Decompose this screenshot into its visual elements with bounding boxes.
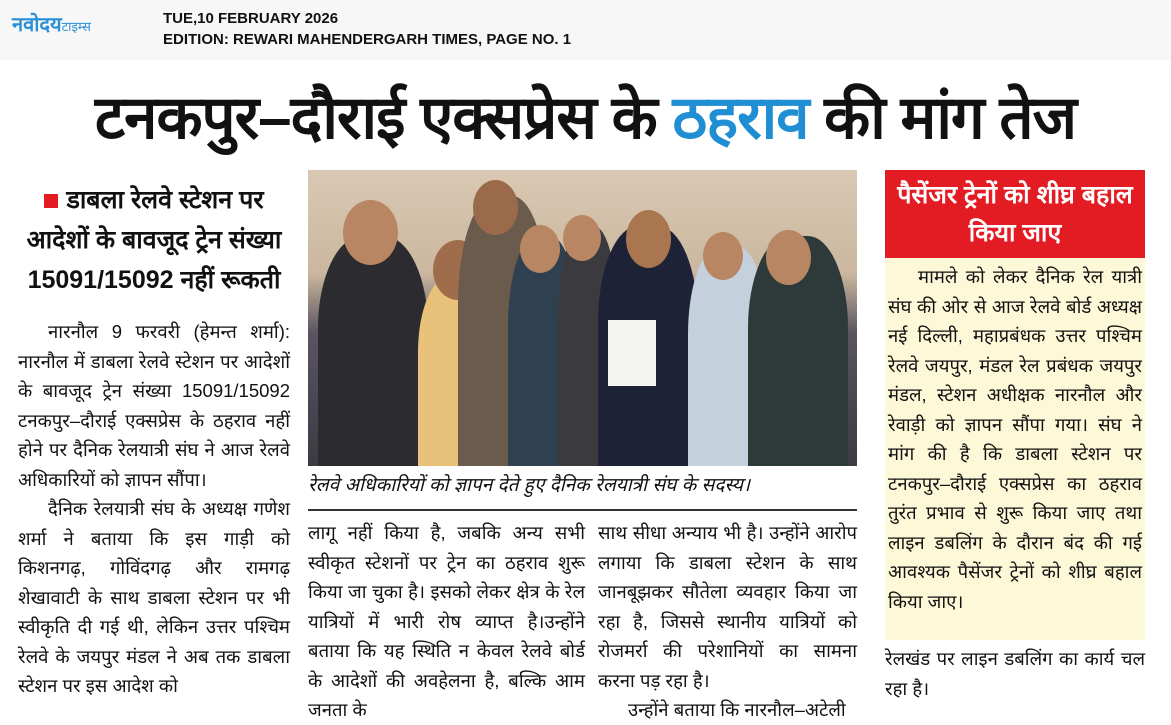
article-column-1 [18, 317, 290, 701]
headline-part2: की मांग तेज [808, 84, 1077, 151]
paragraph: साथ सीधा अन्याय भी है। उन्होंने आरोप लगाया कि डाबला स्टेशन के साथ जानबूझकर सौतेला व्यवहार किया जा रहा है, जिससे स्थानीय यात्रियों को रोजमर्रा की परेशानियों का सामना करना पड़ रहा है। [598, 522, 857, 691]
paragraph: नारनौल 9 फरवरी (हेमन्त शर्मा): नारनौल में डाबला रेलवे स्टेशन पर आदेशों के बावजूद ट्रेन संख्या 15091/15092 टनकपुर–दौराई एक्सप्रेस के ठहराव नहीं होने पर दैनिक रेलयात्री संघ ने आज रेलवे अधिकारियों को ज्ञापन सौंपा। [18, 321, 290, 490]
headline-part1: टनकपुर–दौराई एक्सप्रेस के [94, 84, 673, 151]
logo-text: नवोदय [12, 14, 62, 36]
edition-meta [163, 8, 571, 50]
article-column-2 [308, 518, 585, 725]
paragraph: दैनिक रेलयात्री संघ के अध्यक्ष गणेश शर्मा ने बताया कि इस गाड़ी को किशनगढ़, गोविंदगढ़ और रामगढ़ शेखावाटी के साथ डाबला स्टेशन पर भी स्वीकृति दी गई थी, लेकिन उत्तर पश्चिम रेलवे के जयपुर मंडल ने अब तक डाबला स्टेशन पर इस आदेश को [18, 498, 290, 696]
edition-date: TUE,10 FEBRUARY 2026 [163, 10, 339, 27]
newspaper-logo [12, 10, 91, 37]
photo-caption: रेलवे अधिकारियों को ज्ञापन देते हुए दैनिक रेलयात्री संघ के सदस्य। [308, 475, 751, 496]
sidebar-heading: पैसेंजर ट्रेनों को शीघ्र बहाल किया जाए [885, 170, 1145, 258]
news-photo [308, 170, 857, 466]
paragraph: मामले को लेकर दैनिक रेल यात्री संघ की ओर से आज रेलवे बोर्ड अध्यक्ष नई दिल्ली, महाप्रबंधक उत्तर पश्चिम रेलवे जयपुर, मंडल रेल प्रबंधक जयपुर मंडल, स्टेशन अधीक्षक नारनौल और रेवाड़ी को ज्ञापन सौंपा गया। संघ ने मांग की है कि डाबला स्टेशन पर टनकपुर–दौराई एक्सप्रेस का ठहराव तुरंत प्रभाव से शुरू किया जाए तथा लाइन डबलिंग के दौरान बंद की गई आवश्यक पैसेंजर ट्रेनों को शीघ्र बहाल किया जाए। [888, 266, 1142, 612]
subheadline-text: डाबला रेलवे स्टेशन पर आदेशों के बावजूद ट्रेन संख्या 15091/15092 नहीं रूकती [26, 186, 282, 294]
edition-header [0, 0, 1171, 60]
paragraph: लागू नहीं किया है, जबकि अन्य सभी स्वीकृत स्टेशनों पर ट्रेन का ठहराव शुरू किया जा चुका है। इसको लेकर क्षेत्र के रेल यात्रियों में भारी रोष व्याप्त है।उन्होंने बताया कि यह स्थिति न केवल रेलवे बोर्ड के आदेशों की अवहेलना है, बल्कि आम जनता के [308, 522, 585, 720]
paragraph: उन्होंने बताया कि नारनौल–अटेली [628, 699, 846, 720]
edition-name: EDITION: REWARI MAHENDERGARH TIMES, PAGE NO. 1 [163, 31, 572, 48]
divider [308, 509, 857, 511]
subheadline [18, 180, 290, 300]
article-column-3 [598, 518, 857, 725]
headline [0, 68, 1171, 168]
logo-subtext: टाइम्स [61, 19, 91, 34]
sidebar-continuation: रेलखंड पर लाइन डबलिंग का कार्य चल रहा है। [885, 648, 1145, 699]
headline-highlight: ठहराव [672, 84, 809, 151]
sidebar-body [888, 262, 1142, 616]
red-square-bullet-icon [44, 194, 58, 208]
